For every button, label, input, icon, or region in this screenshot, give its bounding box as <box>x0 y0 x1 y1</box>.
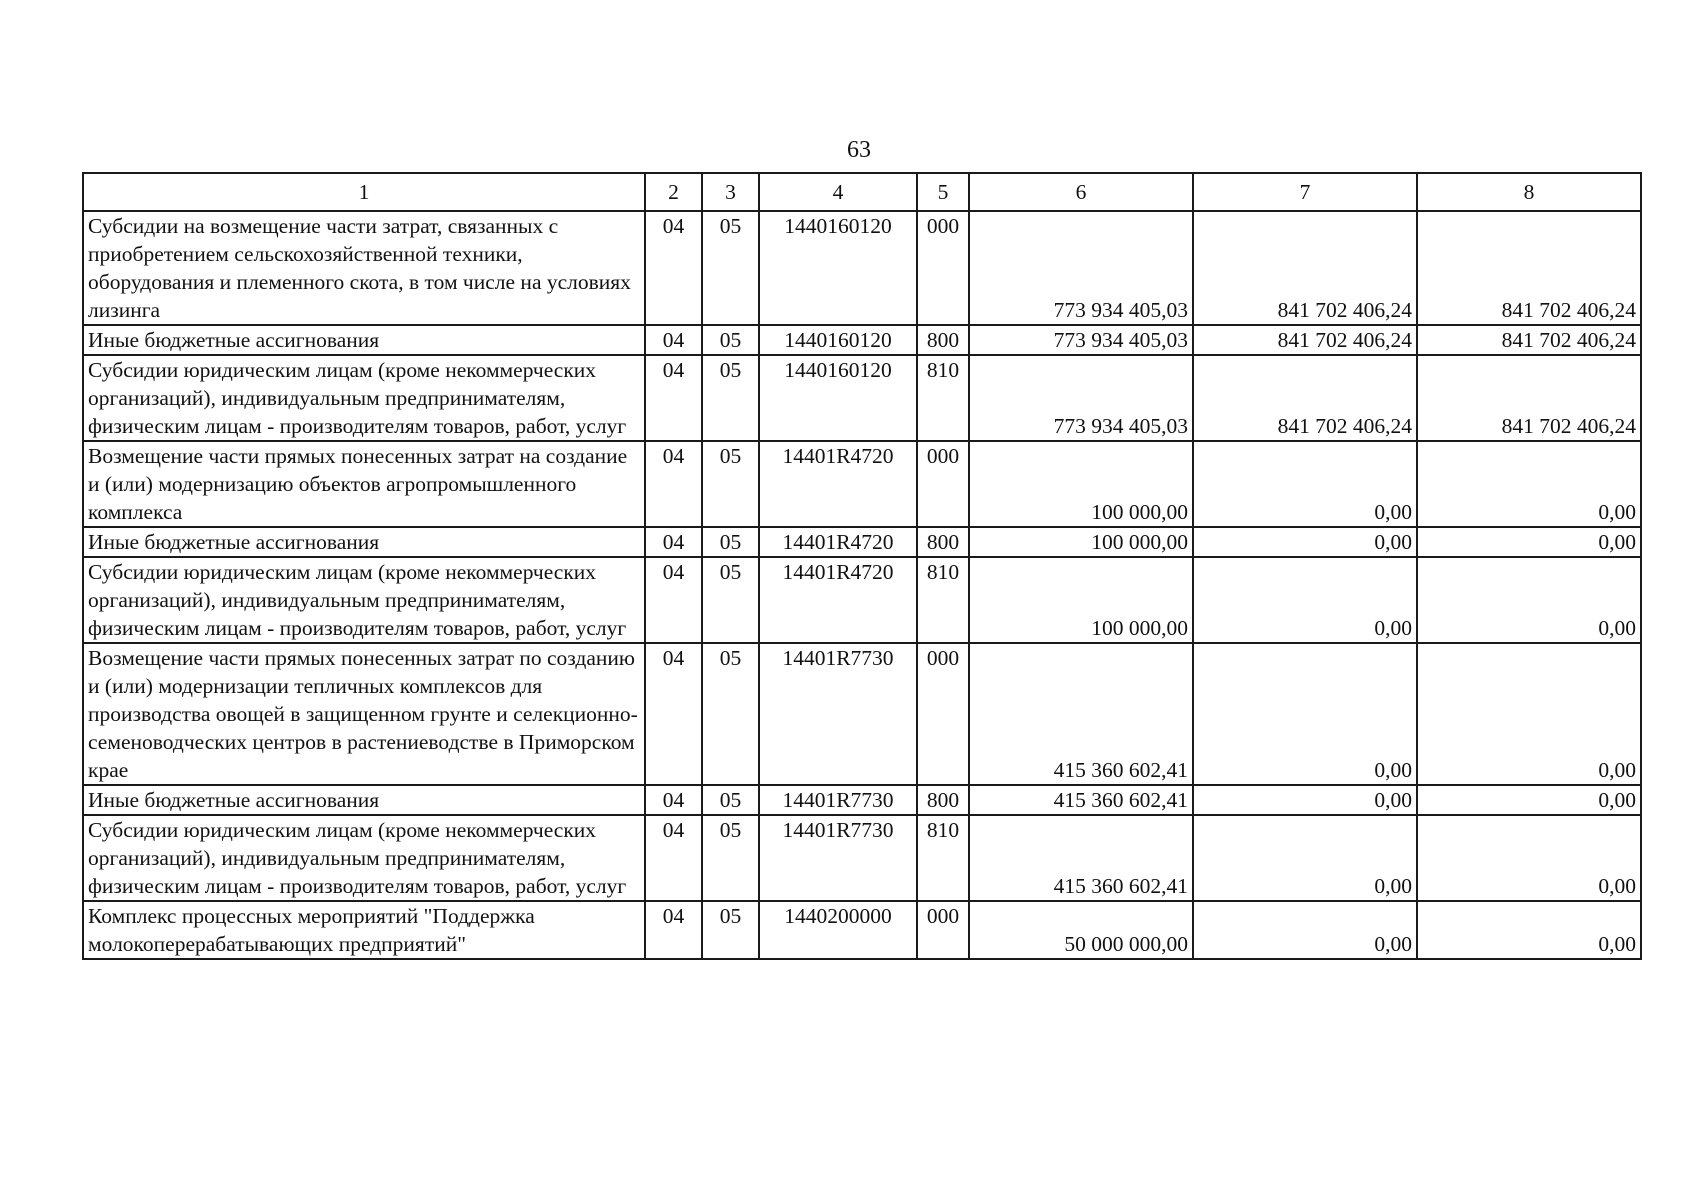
table-row <box>83 785 1641 815</box>
amount-col6-cell: 100 000,00 <box>969 527 1193 557</box>
row-name-cell: Субсидии на возмещение части затрат, связанных с приобретением сельскохозяйственной техники, оборудования и племенного скота, в том числе на условиях лизинга <box>83 211 645 325</box>
amount-col6-cell: 415 360 602,41 <box>969 785 1193 815</box>
target-article-cell: 1440200000 <box>759 901 917 959</box>
table-row <box>83 325 1641 355</box>
column-header-4: 4 <box>759 173 917 211</box>
expense-type-cell: 810 <box>917 355 969 441</box>
row-name-cell: Субсидии юридическим лицам (кроме некоммерческих организаций), индивидуальным предпринимателям, физическим лицам - производителям товаров, работ, услуг <box>83 557 645 643</box>
section-code-cell: 04 <box>645 557 702 643</box>
row-name-cell: Иные бюджетные ассигнования <box>83 785 645 815</box>
column-header-3: 3 <box>702 173 759 211</box>
subsection-code-cell: 05 <box>702 815 759 901</box>
subsection-code-cell: 05 <box>702 355 759 441</box>
table-row <box>83 355 1641 441</box>
subsection-code-cell: 05 <box>702 325 759 355</box>
amount-col8-cell: 0,00 <box>1417 815 1641 901</box>
amount-col7-cell: 0,00 <box>1193 815 1417 901</box>
target-article-cell: 14401R7730 <box>759 815 917 901</box>
target-article-cell: 14401R4720 <box>759 557 917 643</box>
column-header-8: 8 <box>1417 173 1641 211</box>
expense-type-cell: 800 <box>917 527 969 557</box>
section-code-cell: 04 <box>645 901 702 959</box>
budget-table <box>82 172 1642 960</box>
amount-col7-cell: 841 702 406,24 <box>1193 211 1417 325</box>
amount-col8-cell: 841 702 406,24 <box>1417 355 1641 441</box>
row-name-cell: Субсидии юридическим лицам (кроме некоммерческих организаций), индивидуальным предпринимателям, физическим лицам - производителям товаров, работ, услуг <box>83 815 645 901</box>
amount-col7-cell: 0,00 <box>1193 527 1417 557</box>
subsection-code-cell: 05 <box>702 441 759 527</box>
amount-col7-cell: 0,00 <box>1193 557 1417 643</box>
column-header-6: 6 <box>969 173 1193 211</box>
amount-col7-cell: 0,00 <box>1193 441 1417 527</box>
amount-col6-cell: 100 000,00 <box>969 441 1193 527</box>
row-name-cell: Возмещение части прямых понесенных затрат по созданию и (или) модернизации тепличных комплексов для производства овощей в защищенном грунте и селекционно-семеноводческих центров в растениеводстве в Приморском крае <box>83 643 645 785</box>
target-article-cell: 14401R4720 <box>759 441 917 527</box>
amount-col8-cell: 0,00 <box>1417 643 1641 785</box>
amount-col8-cell: 0,00 <box>1417 527 1641 557</box>
target-article-cell: 14401R4720 <box>759 527 917 557</box>
table-row <box>83 815 1641 901</box>
subsection-code-cell: 05 <box>702 901 759 959</box>
subsection-code-cell: 05 <box>702 527 759 557</box>
column-header-5: 5 <box>917 173 969 211</box>
table-row <box>83 441 1641 527</box>
expense-type-cell: 810 <box>917 557 969 643</box>
target-article-cell: 1440160120 <box>759 325 917 355</box>
amount-col6-cell: 415 360 602,41 <box>969 815 1193 901</box>
section-code-cell: 04 <box>645 355 702 441</box>
expense-type-cell: 000 <box>917 441 969 527</box>
row-name-cell: Иные бюджетные ассигнования <box>83 527 645 557</box>
table-row <box>83 527 1641 557</box>
row-name-cell: Субсидии юридическим лицам (кроме некоммерческих организаций), индивидуальным предпринимателям, физическим лицам - производителям товаров, работ, услуг <box>83 355 645 441</box>
subsection-code-cell: 05 <box>702 785 759 815</box>
target-article-cell: 14401R7730 <box>759 643 917 785</box>
amount-col7-cell: 841 702 406,24 <box>1193 355 1417 441</box>
table-header-row <box>83 173 1641 211</box>
table-row <box>83 211 1641 325</box>
amount-col8-cell: 841 702 406,24 <box>1417 211 1641 325</box>
row-name-cell: Комплекс процессных мероприятий "Поддержка молокоперерабатывающих предприятий" <box>83 901 645 959</box>
column-header-7: 7 <box>1193 173 1417 211</box>
subsection-code-cell: 05 <box>702 643 759 785</box>
section-code-cell: 04 <box>645 527 702 557</box>
amount-col6-cell: 773 934 405,03 <box>969 325 1193 355</box>
table-row <box>83 557 1641 643</box>
page-number: 63 <box>847 137 871 163</box>
amount-col7-cell: 0,00 <box>1193 643 1417 785</box>
amount-col7-cell: 841 702 406,24 <box>1193 325 1417 355</box>
target-article-cell: 1440160120 <box>759 355 917 441</box>
amount-col7-cell: 0,00 <box>1193 901 1417 959</box>
expense-type-cell: 800 <box>917 785 969 815</box>
section-code-cell: 04 <box>645 643 702 785</box>
amount-col8-cell: 0,00 <box>1417 785 1641 815</box>
section-code-cell: 04 <box>645 815 702 901</box>
target-article-cell: 14401R7730 <box>759 785 917 815</box>
expense-type-cell: 000 <box>917 901 969 959</box>
amount-col6-cell: 773 934 405,03 <box>969 355 1193 441</box>
amount-col6-cell: 415 360 602,41 <box>969 643 1193 785</box>
subsection-code-cell: 05 <box>702 557 759 643</box>
amount-col8-cell: 0,00 <box>1417 441 1641 527</box>
target-article-cell: 1440160120 <box>759 211 917 325</box>
amount-col8-cell: 0,00 <box>1417 557 1641 643</box>
column-header-1: 1 <box>83 173 645 211</box>
amount-col8-cell: 0,00 <box>1417 901 1641 959</box>
table-row <box>83 643 1641 785</box>
amount-col6-cell: 773 934 405,03 <box>969 211 1193 325</box>
amount-col6-cell: 100 000,00 <box>969 557 1193 643</box>
section-code-cell: 04 <box>645 325 702 355</box>
section-code-cell: 04 <box>645 785 702 815</box>
expense-type-cell: 000 <box>917 643 969 785</box>
expense-type-cell: 800 <box>917 325 969 355</box>
subsection-code-cell: 05 <box>702 211 759 325</box>
column-header-2: 2 <box>645 173 702 211</box>
row-name-cell: Иные бюджетные ассигнования <box>83 325 645 355</box>
amount-col8-cell: 841 702 406,24 <box>1417 325 1641 355</box>
expense-type-cell: 000 <box>917 211 969 325</box>
section-code-cell: 04 <box>645 211 702 325</box>
expense-type-cell: 810 <box>917 815 969 901</box>
amount-col6-cell: 50 000 000,00 <box>969 901 1193 959</box>
section-code-cell: 04 <box>645 441 702 527</box>
table-row <box>83 901 1641 959</box>
row-name-cell: Возмещение части прямых понесенных затрат на создание и (или) модернизацию объектов агропромышленного комплекса <box>83 441 645 527</box>
amount-col7-cell: 0,00 <box>1193 785 1417 815</box>
